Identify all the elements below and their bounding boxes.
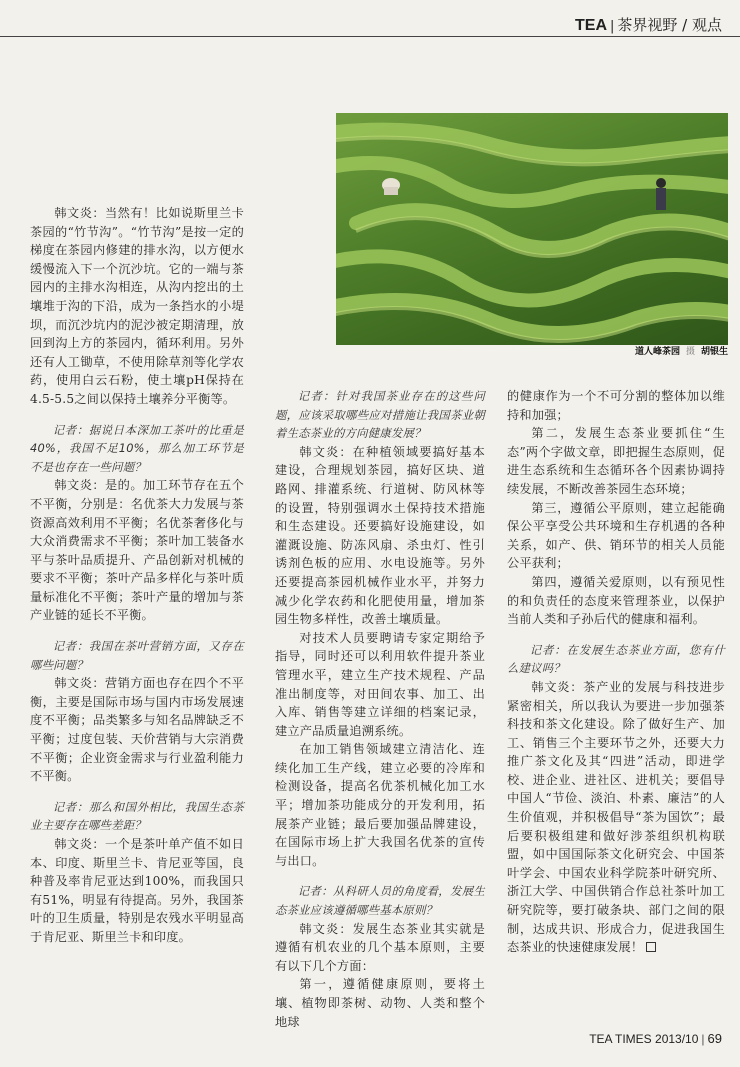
interviewer-question: 记者：那么和国外相比，我国生态茶业主要存在哪些差距？	[30, 799, 244, 833]
caption-title: 道人峰茶园	[634, 347, 680, 357]
article-column-1	[30, 204, 244, 947]
photo-caption	[560, 344, 728, 357]
tea-picker-right	[656, 178, 666, 210]
article-column-3	[507, 387, 725, 957]
tea-picker-left	[382, 178, 400, 195]
footer-date: 2013/10	[655, 1032, 699, 1046]
tea-garden-photo	[336, 113, 728, 345]
answer-paragraph: 韩文炎：当然有！比如说斯里兰卡茶园的“竹节沟”。“竹节沟”是按一定的梯度在茶园内修建的排水沟，以方便水缓慢流入下一个沉沙坑。它的一端与茶园内的主排水沟相连，从沟内挖出的土壤堆于沟的下沿，成为一条挡水的小堤坝，而沉沙坑内的泥沙被定期清理，放回到沟上方的茶园内，循环利用。另外还有人工锄草，不使用除草剂等化学农药，使用白云石粉，使土壤pH保持在4.5-5.5之间以保持土壤养分平衡等。	[30, 206, 244, 406]
page-number: 69	[707, 1031, 722, 1046]
answer-paragraph: 的健康作为一个不可分割的整体加以维持和加强；	[507, 389, 725, 422]
answer-paragraph: 韩文炎：一个是茶叶单产值不如日本、印度、斯里兰卡、肯尼亚等国，良种普及率肯尼亚达到100%，而我国只有51%，明显有待提高。另外，我国茶叶的卫生质量，特别是农残水平明显高于肯尼亚、斯里兰卡和印度。	[30, 837, 244, 944]
interviewer-question: 记者：据说日本深加工茶叶的比重是40%，我国不足10%，那么加工环节是不是也存在一些问题？	[30, 422, 244, 474]
end-mark-icon	[646, 942, 656, 952]
article-column-2	[275, 387, 485, 1031]
footer-separator: |	[701, 1032, 705, 1046]
answer-paragraph: 在加工销售领域建立清洁化、连续化加工生产线，建立必要的冷库和检测设备，提高名优茶机械化加工水平；增加茶功能成分的开发利用，拓展茶产业链；最后要加强品牌建设，在国际市场上扩大我国名优茶的宣传与出口。	[275, 742, 485, 868]
header-section: 茶界视野 / 观点	[617, 16, 722, 34]
answer-paragraph: 韩文炎：是的。加工环节存在五个不平衡，分别是：名优茶大力发展与茶资源高效利用不平衡；名优茶奢侈化与大众消费需求不平衡；茶叶加工装备水平与茶叶品质提升、产品创新对机械的要求不平衡；茶叶产品多样化与茶叶质量标准化不平衡；茶叶产量的增加与茶产业链的延长不平衡。	[30, 478, 244, 623]
header-brand: TEA	[575, 17, 608, 34]
caption-separator: 摄	[685, 347, 695, 357]
header-rule	[0, 36, 740, 37]
tea-garden-illustration	[336, 113, 728, 345]
answer-paragraph: 第二，发展生态茶业要抓住“生态”两个字做文章，即把握生态原则，促进生态系统和生态循环各个因素协调持续发展，不断改善茶园生态环境；	[507, 426, 725, 496]
interviewer-question: 记者：针对我国茶业存在的这些问题，应该采取哪些应对措施让我国茶业朝着生态茶业的方向健康发展？	[275, 389, 485, 441]
answer-paragraph: 韩文炎：在种植领域要搞好基本建设，合理规划茶园，搞好区块、道路网、排灌系统、行道树、防风林等的设置，特别强调水土保持技术措施和生态建设。还要搞好设施建设，如灌溉设施、防冻风扇、杀虫灯、性引诱剂色板的应用、水电设施等。另外还要提高茶园机械作业水平，并努力减少化学农药和化肥使用量，增加茶园生物多样性，改善土壤质量。	[275, 444, 485, 627]
interviewer-question: 记者：我国在茶叶营销方面，又存在哪些问题？	[30, 639, 244, 672]
caption-author: 胡银生	[700, 347, 728, 357]
answer-paragraph: 对技术人员要聘请专家定期给予指导，同时还可以利用软件提升茶业管理水平，建立生产技术规程、产品准出制度等，对田间农事、加工、出入库、销售等建立详细的档案记录，建立产品质量追溯系统。	[275, 630, 485, 738]
footer-magazine: TEA TIMES	[589, 1032, 652, 1046]
answer-paragraph: 韩文炎：营销方面也存在四个不平衡，主要是国际市场与国内市场发展速度不平衡；品类繁多与知名品牌缺乏不平衡；过度包装、天价营销与大宗消费不平衡；企业资金需求与行业盈利能力不平衡。	[30, 676, 244, 784]
header-separator: |	[610, 19, 615, 34]
answer-paragraph: 第三，遵循公平原则，建立起能确保公平享受公共环境和生存机遇的各种关系，如产、供、销环节的相关人员能公平获利；	[507, 500, 725, 571]
interviewer-question: 记者：在发展生态茶业方面，您有什么建议吗？	[507, 642, 725, 676]
running-header	[569, 14, 722, 35]
answer-paragraph: 韩文炎：发展生态茶业其实就是遵循有机农业的几个基本原则，主要有以下几个方面：	[275, 921, 485, 973]
answer-paragraph: 韩文炎：茶产业的发展与科技进步紧密相关，所以我认为要进一步加强茶科技和茶文化建设。除了做好生产、加工、销售三个主要环节之外，还要大力推广茶文化及其“四进”活动，即进学校、进企业、进社区、进机关；要倡导中国人“节俭、淡泊、朴素、廉洁”的人生价值观，并积极倡导“茶为国饮”；最后要积极组建和做好涉茶组织机构联盟，如中国国际茶文化研究会、中国茶叶学会、中国农业科学院茶叶研究所、浙江大学、中国供销合作总社茶叶加工研究院等，要打破条块、部门之间的限制，达成共识、形成合力，促进我国生态茶业的快速健康发展！	[507, 679, 725, 955]
page-footer	[589, 1031, 722, 1046]
answer-paragraph: 第一，遵循健康原则，要将土壤、植物即茶树、动物、人类和整个地球	[275, 977, 485, 1029]
interviewer-question: 记者：从科研人员的角度看，发展生态茶业应该遵循哪些基本原则？	[275, 884, 485, 918]
answer-paragraph: 第四，遵循关爱原则，以有预见性的和负责任的态度来管理茶业，以保护当前人类和子孙后代的健康和福利。	[507, 574, 725, 627]
